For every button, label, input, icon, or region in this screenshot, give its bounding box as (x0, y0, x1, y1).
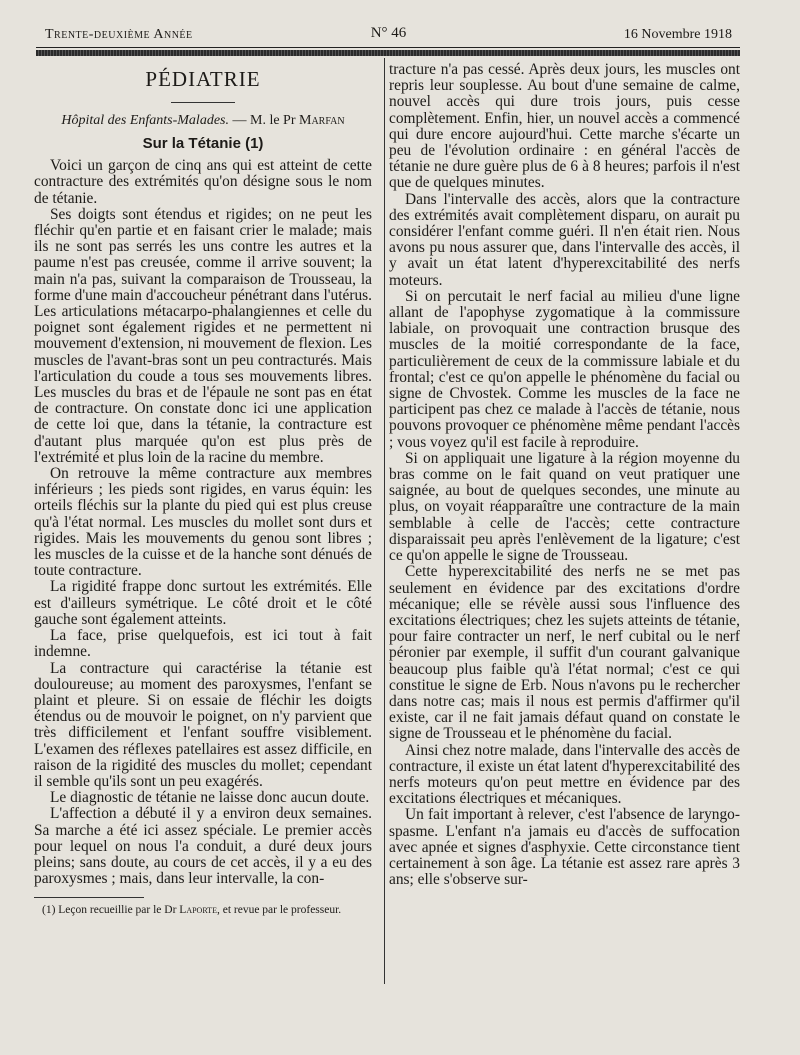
paragraph: La rigidité frappe donc surtout les extrémités. Elle est d'ailleurs symétrique. Le côté droit et le côté gauche sont également atteints. (34, 578, 372, 628)
byline (34, 113, 372, 129)
lesson-title: Sur la Tétanie (1) (142, 135, 264, 153)
issue-number: N° 46 (370, 25, 407, 41)
header-rule-thin (36, 47, 740, 48)
left-column (34, 62, 372, 917)
paragraph: Le diagnostic de tétanie ne laisse donc aucun doute. (50, 789, 370, 807)
section-title: PÉDIATRIE (145, 67, 261, 91)
paragraph: La face, prise quelquefois, est ici tout à fait indemne. (34, 627, 372, 661)
header-rule-thick (36, 50, 740, 56)
paragraph: On retrouve la même contracture aux membres inférieurs ; les pieds sont rigides, en varus équin: les orteils fléchis sur la plante du pied qui est plus creuse qu'à l'état normal. Les muscles du mollet sont durs et rigides. Mais les mouvements du genou sont libres ; les muscles de la cuisse et de la hanche sont dénués de toute contracture. (34, 465, 372, 580)
paragraph: Ses doigts sont étendus et rigides; on ne peut les fléchir qu'en partie et en faisant crier le malade; mais ils ne sont pas serrés les uns contre les autres et la paume n'est pas creusée, comme il arrive souvent; la main n'a pas, suivant la comparaison de Trousseau, la forme d'une main d'accoucheur pénétrant dans l'utérus. Les articulations métacarpo-phalangiennes et celle du poignet sont également rigides et ne permettent ni mouvement d'extension, ni mouvement de flexion. Les muscles de l'avant-bras sont un peu contracturés. Mais l'articulation du coude a tous ses mouvements libres. Les muscles du bras et de l'épaule ne sont pas en état de contracture. On constate donc ici une application de cette loi que, dans la tétanie, la contracture est d'autant plus marquée qu'on est plus près de l'extrémité et plus loin de la racine du membre. (34, 205, 372, 466)
column-divider (384, 58, 385, 984)
paragraph: Ainsi chez notre malade, dans l'intervalle des accès de contracture, il existe un état latent d'hyperexcitabilité des nerfs moteurs qu'on peut mettre en évidence par des excitations électriques et mécaniques. (389, 741, 740, 808)
paragraph: La contracture qui caractérise la tétanie est douloureuse; au moment des paroxysmes, l'enfant se plaint et pleure. Si on essaie de fléchir les doigts étendus ou de mouvoir le poignet, on n'y parvient que très difficilement et l'enfant souffre visiblement. L'examen des réflexes patellaires est assez difficile, en raison de la rigidité des muscles du mollet; cependant il semble qu'ils sont un peu exagérés. (34, 659, 372, 790)
hospital-name: Hôpital des Enfants-Malades. (61, 113, 229, 128)
footnote-name: Laporte (179, 904, 217, 917)
paragraph: Un fait important à relever, c'est l'absence de laryngo-spasme. L'enfant n'a jamais eu d'accès de suffocation avec apnée et signes d'asphyxie. Cette circonstance tient certainement à son âge. La tétanie est assez rare après 3 ans; elle s'observe sur- (389, 806, 740, 889)
paragraph: L'affection a débuté il y a environ deux semaines. Sa marche a été ici assez spéciale. Le premier accès pour lequel on nous l'a conduit, a duré deux jours pleins; sans doute, au cours de cet accès, il y a eu des paroxysmes ; mais, dans leur intervalle, la con- (34, 805, 372, 888)
paragraph: tracture n'a pas cessé. Après deux jours, les muscles ont repris leur souplesse. Au bout d'une semaine de calme, nouvel accès qui dure trois jours, puis cesse complètement. Enfin, hier, un nouvel accès a commencé qui dure encore aujourd'hui. Cette marche s'écarte un peu de l'évolution ordinaire : en général l'accès de tétanie ne dure guère plus de 6 à 8 heures; parfois il n'est que de quelques minutes. (389, 61, 740, 192)
running-header (45, 27, 732, 45)
author-name: Marfan (299, 113, 345, 128)
volume-year: Trente-deuxième Année (45, 27, 193, 42)
paragraph: Si on appliquait une ligature à la région moyenne du bras comme on le fait quand on veut pratiquer une saignée, au bout de quelques secondes, une minute au plus, on voyait réapparaître une contracture de la main semblable à celle de l'accès; cette contracture disparaissait peu après l'enlèvement de la ligature; c'est ce qu'on appelle le signe de Trousseau. (389, 449, 740, 565)
footnote-tail: , et revue par le professeur. (216, 904, 342, 917)
title-rule (171, 102, 235, 103)
footnote (34, 904, 372, 917)
paragraph: Voici un garçon de cinq ans qui est atteint de cette contracture des extrémités qu'on désigne sous le nom de tétanie. (34, 157, 372, 207)
footnote-rule (34, 897, 144, 898)
issue-date: 16 Novembre 1918 (623, 27, 732, 42)
paragraph: Dans l'intervalle des accès, alors que la contracture des extrémités avait complètement disparu, on aurait pu considérer l'enfant comme guéri. Il n'en était rien. Nous avons pu nous assurer que, dans l'intervalle des accès, il y avait un état latent d'hyperexcitabilité des nerfs moteurs. (389, 190, 740, 289)
right-column (389, 62, 740, 888)
paragraph: Cette hyperexcitabilité des nerfs ne se met pas seulement en évidence par des excitations d'ordre mécanique; elle se révèle aussi sous l'influence des excitations électriques; chez les sujets atteints de tétanie, pour faire contracter un nerf, le nerf cubital ou le nerf péronier par exemple, il suffit d'un courant galvanique beaucoup plus faible qu'à l'état normal; c'est ce qui constitue le signe de Erb. Nous n'avons pu le rechercher dans notre cas; mais il nous est permis d'affirmer qu'il existe, car il ne fait jamais défaut quand on constate le signe de Trousseau et le phénomène du facial. (389, 563, 740, 743)
author-prefix: — M. le Pr (232, 113, 296, 128)
paragraph: Si on percutait le nerf facial au milieu d'une ligne allant de l'apophyse zygomatique à la commissure labiale, on provoquait une contraction brusque des muscles de la moitié correspondante de la face, particulièrement de ceux de la commissure labiale et du frontal; c'est ce qu'on appelle le phénomène du facial ou signe de Chvostek. Comme les muscles de la face ne participent pas chez ce malade à l'accès de tétanie, nous pouvons provoquer ce phénomène même pendant l'accès ; vous voyez qu'il est facile à reproduire. (389, 287, 740, 451)
footnote-text: (1) Leçon recueillie par le Dr (42, 904, 177, 917)
